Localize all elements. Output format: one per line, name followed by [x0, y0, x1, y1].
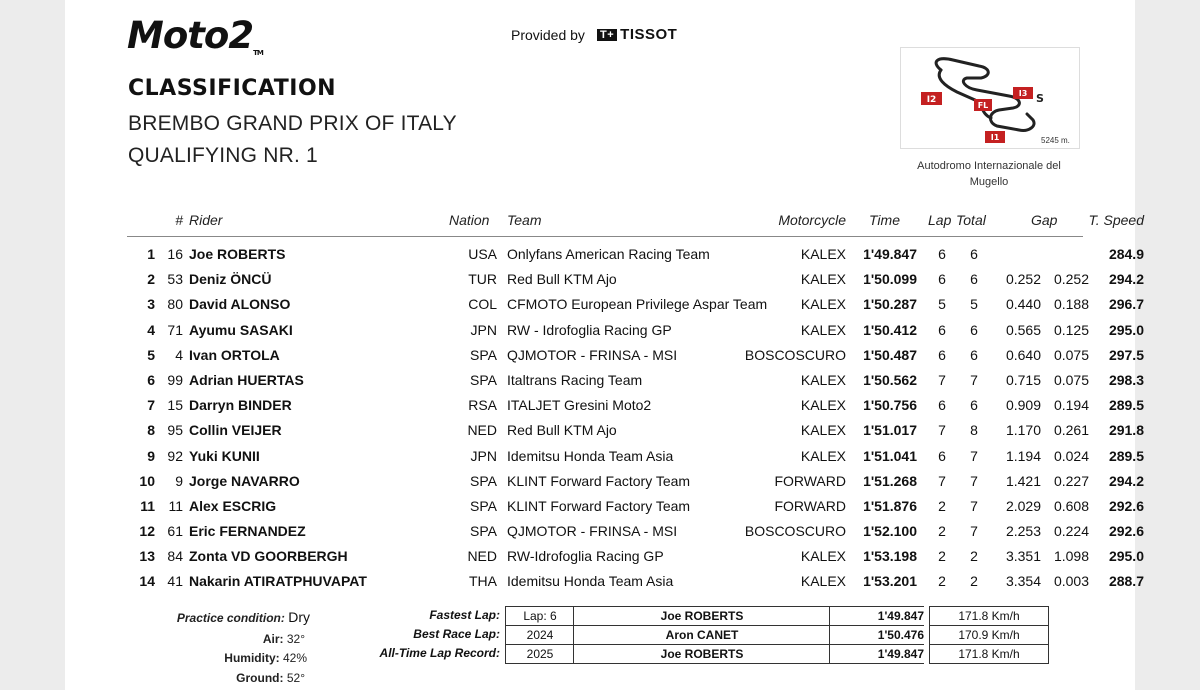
cell-rider: Ayumu SASAKI [189, 321, 293, 338]
cell-prev: 0.224 [1053, 523, 1089, 540]
cell-lap: 7 [938, 472, 946, 489]
cell-speed: 294.2 [1108, 271, 1144, 288]
cell-rider: Eric FERNANDEZ [189, 523, 306, 540]
cell-team: CFMOTO European Privilege Aspar Team [507, 296, 768, 313]
record-speed: 170.9 Km/h [929, 625, 1049, 644]
svg-text:5245 m.: 5245 m. [1041, 136, 1070, 145]
cell-num: 16 [167, 246, 183, 262]
circuit-map-graphic [901, 48, 1079, 148]
cell-total: 6 [970, 346, 978, 363]
record-speed: 171.8 Km/h [929, 606, 1049, 625]
cell-time: 1'52.100 [863, 523, 917, 540]
table-row [127, 573, 1144, 598]
record-time: 1'49.847 [829, 606, 924, 625]
cell-num: 92 [167, 447, 183, 464]
cell-speed: 298.3 [1108, 371, 1144, 388]
cell-prev: 0.188 [1053, 296, 1089, 313]
cell-speed: 291.8 [1108, 422, 1144, 439]
cell-pos: 14 [139, 573, 155, 590]
cell-prev: 0.024 [1053, 447, 1089, 464]
cell-lap: 2 [938, 548, 946, 565]
cell-gap: 0.909 [1005, 397, 1041, 414]
cell-gap: 1.194 [1005, 447, 1041, 464]
cell-team: Red Bull KTM Ajo [507, 422, 617, 439]
col-num: # [175, 212, 183, 228]
table-row [127, 497, 1144, 523]
cell-num: 9 [175, 472, 183, 489]
cell-num: 84 [167, 548, 183, 565]
cell-team: Italtrans Racing Team [507, 371, 643, 388]
cell-num: 99 [167, 371, 183, 388]
record-time: 1'50.476 [829, 625, 924, 644]
cell-gap: 0.252 [1005, 271, 1041, 288]
table-row [127, 296, 1144, 321]
humidity: Humidity: 42% [224, 651, 307, 665]
col-nation: Nation [449, 212, 490, 228]
record-rider: Joe ROBERTS [573, 644, 830, 664]
air-temp: Air: 32° [262, 632, 305, 646]
tissot-logo: T+ TISSOT [597, 26, 677, 43]
cell-time: 1'49.847 [863, 246, 917, 262]
svg-text:S: S [1036, 92, 1044, 105]
session-name: QUALIFYING NR. 1 [128, 144, 318, 167]
col-lap: Lap [928, 212, 952, 228]
cell-nation: SPA [470, 346, 497, 363]
cell-pos: 4 [147, 321, 155, 338]
cell-team: QJMOTOR - FRINSA - MSI [507, 346, 678, 363]
col-time: Time [869, 212, 900, 228]
cell-num: 41 [167, 573, 183, 590]
cell-rider: Deniz ÖNCÜ [189, 271, 272, 288]
cell-lap: 6 [938, 271, 946, 288]
cell-nation: JPN [470, 447, 497, 464]
cell-lap: 7 [938, 422, 946, 439]
cell-prev: 1.098 [1053, 548, 1089, 565]
cell-lap: 6 [938, 246, 946, 262]
cell-team: KLINT Forward Factory Team [507, 472, 691, 489]
cell-lap: 2 [938, 573, 946, 590]
cell-num: 71 [167, 321, 183, 338]
table-header [127, 212, 1144, 237]
results-page [65, 0, 1144, 690]
cell-pos: 5 [147, 346, 155, 363]
cell-rider: Darryn BINDER [189, 397, 292, 414]
cell-rider: Collin VEIJER [189, 422, 282, 439]
cell-num: 61 [167, 523, 183, 540]
cell-gap: 3.354 [1005, 573, 1041, 590]
cell-gap: 0.640 [1005, 346, 1041, 363]
cell-speed: 292.6 [1108, 497, 1144, 514]
col-team: Team [507, 212, 542, 228]
cell-nation: COL [468, 296, 497, 313]
cell-num: 15 [167, 397, 183, 414]
cell-speed: 296.7 [1108, 296, 1144, 313]
cell-nation: SPA [470, 497, 497, 514]
cell-prev: 0.261 [1053, 422, 1089, 439]
cell-nation: THA [469, 573, 497, 590]
cell-gap: 2.253 [1005, 523, 1041, 540]
table-row [127, 447, 1144, 473]
cell-lap: 5 [938, 296, 946, 313]
cell-lap: 7 [938, 371, 946, 388]
svg-text:I3: I3 [1018, 89, 1028, 98]
table-row [127, 246, 1144, 271]
svg-text:FL: FL [977, 101, 989, 110]
cell-total: 6 [970, 246, 978, 262]
cell-pos: 10 [139, 472, 155, 489]
col-motorcycle: Motorcycle [778, 212, 846, 228]
record-col1: 2025 [505, 644, 574, 664]
cell-lap: 2 [938, 523, 946, 540]
cell-time: 1'51.876 [863, 497, 917, 514]
cell-pos: 6 [147, 371, 155, 388]
cell-time: 1'50.487 [863, 346, 917, 363]
cell-time: 1'50.562 [863, 371, 917, 388]
record-col1: 2024 [505, 625, 574, 644]
cell-team: RW - Idrofoglia Racing GP [507, 321, 672, 338]
record-speed: 171.8 Km/h [929, 644, 1049, 664]
circuit-name: Autodromo Internazionale del Mugello [917, 160, 1061, 188]
cell-gap: 2.029 [1005, 497, 1041, 514]
table-row [127, 422, 1144, 447]
cell-moto: KALEX [800, 271, 846, 288]
cell-speed: 292.6 [1108, 523, 1144, 540]
cell-gap: 0.715 [1005, 371, 1041, 388]
cell-nation: SPA [470, 523, 497, 540]
cell-prev: 0.003 [1053, 573, 1089, 590]
cell-nation: RSA [468, 397, 497, 414]
cell-time: 1'53.201 [863, 573, 917, 590]
cell-moto: KALEX [800, 548, 846, 565]
cell-total: 8 [970, 422, 978, 439]
cell-total: 6 [970, 271, 978, 288]
table-row [127, 321, 1144, 347]
cell-speed: 297.5 [1108, 346, 1144, 363]
cell-rider: Zonta VD GOORBERGH [189, 548, 348, 565]
cell-nation: TUR [468, 271, 497, 288]
cell-moto: BOSCOSCURO [744, 346, 846, 363]
cell-rider: Ivan ORTOLA [189, 346, 280, 363]
cell-moto: KALEX [800, 397, 846, 414]
table-row [127, 472, 1144, 498]
cell-moto: KALEX [800, 321, 846, 338]
cell-rider: Joe ROBERTS [189, 246, 286, 262]
cell-team: Onlyfans American Racing Team [507, 246, 710, 262]
cell-lap: 6 [938, 447, 946, 464]
cell-rider: Yuki KUNII [189, 447, 260, 464]
cell-speed: 295.0 [1108, 321, 1144, 338]
cell-total: 7 [970, 523, 978, 540]
record-label: Best Race Lap: [413, 627, 500, 641]
cell-prev: 0.252 [1053, 271, 1089, 288]
cell-nation: NED [467, 548, 497, 565]
cell-moto: KALEX [800, 447, 846, 464]
cell-nation: SPA [470, 472, 497, 489]
cell-total: 7 [970, 497, 978, 514]
cell-total: 7 [970, 371, 978, 388]
cell-total: 7 [970, 447, 978, 464]
practice-condition: Practice condition: Dry [176, 609, 310, 625]
cell-speed: 289.5 [1108, 447, 1144, 464]
cell-team: QJMOTOR - FRINSA - MSI [507, 523, 678, 540]
table-row [127, 548, 1144, 573]
cell-moto: FORWARD [774, 472, 846, 489]
cell-time: 1'51.041 [863, 447, 917, 464]
cell-prev: 0.608 [1053, 497, 1089, 514]
record-time: 1'49.847 [829, 644, 924, 664]
cell-moto: KALEX [800, 573, 846, 590]
cell-total: 6 [970, 397, 978, 414]
cell-total: 7 [970, 472, 978, 489]
cell-num: 95 [167, 422, 183, 439]
cell-pos: 7 [147, 397, 155, 414]
cell-total: 5 [970, 296, 978, 313]
circuit-map [900, 47, 1080, 149]
page-title: CLASSIFICATION [128, 76, 337, 101]
cell-num: 11 [168, 497, 183, 514]
cell-moto: KALEX [800, 422, 846, 439]
cell-lap: 6 [938, 321, 946, 338]
cell-prev: 0.125 [1053, 321, 1089, 338]
cell-gap: 3.351 [1005, 548, 1041, 565]
cell-speed: 294.2 [1108, 472, 1144, 489]
cell-speed: 288.7 [1108, 573, 1144, 590]
cell-total: 6 [970, 321, 978, 338]
cell-time: 1'53.198 [863, 548, 917, 565]
cell-team: ITALJET Gresini Moto2 [507, 397, 652, 414]
cell-total: 2 [970, 548, 978, 565]
cell-pos: 13 [139, 548, 155, 565]
cell-prev: 0.194 [1053, 397, 1089, 414]
cell-prev: 0.075 [1053, 346, 1089, 363]
cell-pos: 1 [147, 246, 155, 262]
cell-speed: 289.5 [1108, 397, 1144, 414]
table-row [127, 371, 1144, 397]
cell-pos: 11 [140, 497, 155, 514]
table-row [127, 523, 1144, 548]
cell-moto: KALEX [800, 246, 846, 262]
cell-team: Idemitsu Honda Team Asia [507, 573, 674, 590]
cell-total: 2 [970, 573, 978, 590]
cell-time: 1'50.287 [863, 296, 917, 313]
event-name: BREMBO GRAND PRIX OF ITALY [128, 112, 457, 135]
provided-by-text: Provided by [511, 27, 585, 43]
svg-text:I1: I1 [990, 133, 1000, 142]
cell-moto: KALEX [800, 371, 846, 388]
cell-moto: KALEX [800, 296, 846, 313]
record-rider: Joe ROBERTS [573, 606, 830, 625]
cell-pos: 3 [147, 296, 155, 313]
col-rider: Rider [189, 212, 223, 228]
cell-team: KLINT Forward Factory Team [507, 497, 691, 514]
table-row [127, 397, 1144, 422]
cell-team: Red Bull KTM Ajo [507, 271, 617, 288]
cell-gap: 0.440 [1005, 296, 1041, 313]
record-label: All-Time Lap Record: [379, 646, 500, 660]
table-row [127, 271, 1144, 296]
cell-time: 1'51.268 [863, 472, 917, 489]
cell-rider: Adrian HUERTAS [189, 371, 304, 388]
cell-rider: Nakarin ATIRATPHUVAPAT [189, 573, 367, 590]
results-table [127, 246, 1144, 599]
col-gap: Gap [1031, 212, 1058, 228]
cell-time: 1'51.017 [863, 422, 917, 439]
table-row [127, 346, 1144, 372]
col-total: Total [956, 212, 986, 228]
cell-rider: David ALONSO [189, 296, 291, 313]
cell-pos: 8 [147, 422, 155, 439]
record-label: Fastest Lap: [429, 608, 500, 622]
cell-nation: USA [468, 246, 497, 262]
cell-rider: Alex ESCRIG [189, 497, 277, 514]
cell-nation: JPN [470, 321, 497, 338]
cell-speed: 284.9 [1108, 246, 1144, 262]
cell-gap: 1.421 [1005, 472, 1041, 489]
cell-num: 4 [175, 346, 183, 363]
cell-time: 1'50.099 [863, 271, 917, 288]
svg-text:I2: I2 [926, 95, 937, 105]
cell-time: 1'50.412 [863, 321, 917, 338]
cell-gap: 0.565 [1005, 321, 1041, 338]
cell-team: RW-Idrofoglia Racing GP [507, 548, 664, 565]
cell-speed: 295.0 [1108, 548, 1144, 565]
cell-moto: BOSCOSCURO [744, 523, 846, 540]
record-col1: Lap: 6 [505, 606, 574, 625]
moto2-logo: Moto2TM [127, 14, 263, 57]
cell-moto: FORWARD [774, 497, 846, 514]
cell-lap: 2 [938, 497, 946, 514]
cell-team: Idemitsu Honda Team Asia [507, 447, 674, 464]
cell-rider: Jorge NAVARRO [189, 472, 300, 489]
cell-num: 80 [167, 296, 183, 313]
cell-pos: 9 [147, 447, 155, 464]
cell-prev: 0.075 [1053, 371, 1089, 388]
cell-nation: NED [467, 422, 497, 439]
cell-gap: 1.170 [1005, 422, 1041, 439]
cell-time: 1'50.756 [863, 397, 917, 414]
cell-prev: 0.227 [1053, 472, 1089, 489]
cell-pos: 12 [139, 523, 155, 540]
cell-lap: 6 [938, 397, 946, 414]
cell-pos: 2 [147, 271, 155, 288]
record-rider: Aron CANET [573, 625, 830, 644]
cell-num: 53 [167, 271, 183, 288]
cell-nation: SPA [470, 371, 497, 388]
ground-temp: Ground: 52° [236, 671, 305, 685]
col-speed: T. Speed [1088, 212, 1144, 228]
cell-lap: 6 [938, 346, 946, 363]
